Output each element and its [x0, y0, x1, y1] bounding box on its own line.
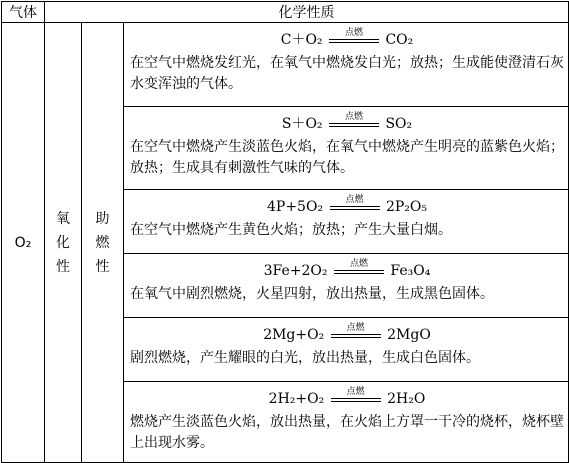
property-sub-char: 燃	[95, 234, 110, 251]
property-type-char: 氧	[56, 210, 70, 227]
reactants: 4P+5O₂	[267, 199, 324, 215]
reaction-description: 燃烧产生淡蓝色火焰，放出热量，在火焰上方罩一干冷的烧杯，烧杯壁上出现水雾。	[130, 414, 564, 451]
condition-label: 点燃	[346, 387, 365, 397]
gas-name-cell: O₂	[2, 23, 45, 463]
property-type-char: 性	[56, 258, 70, 275]
reaction-condition-arrow	[331, 322, 381, 348]
condition-label: 点燃	[349, 259, 368, 269]
reaction-condition-arrow	[334, 258, 384, 284]
reaction-description: 在空气中燃烧发红光，在氧气中燃烧发白光；放热；生成能使澄清石灰水变浑浊的气体。	[130, 55, 564, 92]
reaction-condition-arrow	[329, 27, 379, 53]
condition-label: 点燃	[346, 323, 365, 333]
reaction-equation	[130, 386, 564, 412]
header-gas: 气体	[2, 2, 45, 23]
reaction-row	[2, 23, 569, 107]
header-chemical-properties: 化学性质	[45, 2, 569, 23]
property-sub-char: 助	[95, 210, 110, 227]
condition-label: 点燃	[344, 28, 363, 38]
reaction-description: 剧烈燃烧，产生耀眼的白光，放出热量，生成白色固体。	[130, 350, 480, 366]
oxygen-properties-table	[1, 1, 569, 463]
products: 2H₂O	[387, 391, 426, 407]
reactants: 2H₂+O₂	[268, 391, 325, 407]
property-sub-cell	[82, 23, 124, 463]
reactants: 3Fe+2O₂	[263, 263, 328, 279]
reaction-equation	[130, 27, 564, 53]
reaction-condition-arrow	[331, 386, 381, 412]
reaction-cell	[124, 23, 569, 107]
reaction-cell	[124, 318, 569, 382]
products: 2P₂O₅	[385, 199, 427, 215]
reaction-description: 在空气中燃烧产生淡蓝色火焰，在氧气中燃烧产生明亮的蓝紫色火焰；放热；生成具有刺激性气味的气体。	[130, 139, 564, 176]
reaction-condition-arrow	[329, 111, 379, 137]
reaction-condition-arrow	[330, 194, 380, 220]
reaction-cell	[124, 190, 569, 254]
reaction-description: 在氧气中剧烈燃烧，火星四射，放出热量，生成黑色固体。	[130, 286, 494, 302]
condition-label: 点燃	[344, 112, 363, 122]
property-type-char: 化	[56, 234, 70, 251]
reaction-equation	[130, 322, 564, 348]
reaction-cell	[124, 254, 569, 318]
products: CO₂	[385, 32, 414, 48]
reaction-description: 在空气中燃烧产生黄色火焰；放热；产生大量白烟。	[130, 222, 452, 238]
condition-label: 点燃	[345, 195, 364, 205]
reactants: C＋O₂	[280, 32, 323, 48]
reaction-equation	[130, 111, 564, 137]
reaction-equation	[130, 258, 564, 284]
products: Fe₃O₄	[390, 263, 431, 279]
property-sub-char: 性	[95, 258, 110, 275]
reaction-equation	[130, 194, 564, 220]
reaction-cell	[124, 107, 569, 190]
property-type-cell	[45, 23, 82, 463]
header-row	[2, 2, 569, 23]
reactants: S＋O₂	[281, 116, 323, 132]
products: 2MgO	[387, 327, 431, 343]
products: SO₂	[385, 116, 413, 132]
reactants: 2Mg+O₂	[263, 327, 325, 343]
reaction-cell	[124, 382, 569, 463]
